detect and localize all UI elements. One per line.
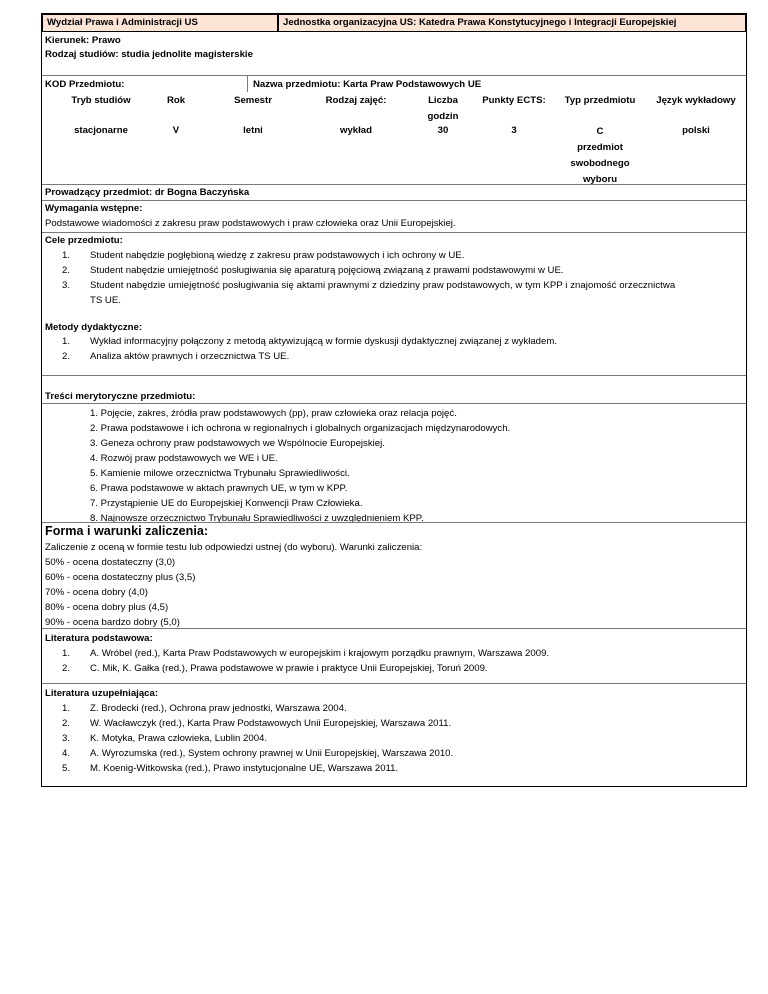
col-mode: Tryb studiów xyxy=(71,95,131,106)
lecturer-row xyxy=(42,184,746,200)
literature-extra-list xyxy=(42,701,746,776)
requirements-title: Wymagania wstępne: xyxy=(45,203,143,214)
value-type-line2: przedmiot xyxy=(577,142,623,153)
methods-list xyxy=(42,334,746,364)
list-item: 3. K. Motyka, Prawa człowieka, Lublin 2004. xyxy=(62,733,268,744)
value-hours: 30 xyxy=(437,125,449,136)
value-type-line3: swobodnego xyxy=(570,158,630,169)
goals-section xyxy=(42,232,746,332)
value-mode: stacjonarne xyxy=(74,125,128,136)
list-item: 4. A. Wyrozumska (red.), System ochrony prawnej w Unii Europejskiej, Warszawa 2010. xyxy=(62,748,454,759)
col-semester: Semestr xyxy=(234,95,272,106)
methods-title: Metody dydaktyczne: xyxy=(45,322,143,333)
list-item: 4. Rozwój praw podstawowych we WE i UE. xyxy=(90,453,278,464)
contents-title-row xyxy=(42,375,746,405)
goals-title: Cele przedmiotu: xyxy=(45,235,123,246)
value-class-type: wykład xyxy=(340,125,372,136)
assessment-line: 90% - ocena bardzo dobry (5,0) xyxy=(45,617,180,628)
course-syllabus-sheet xyxy=(41,13,747,787)
list-item: 2. C. Mik, K. Gałka (red.), Prawa podstawowe w prawie i praktyce Unii Europejskiej, Toruń 2009. xyxy=(62,663,488,674)
faculty-header: Wydział Prawa i Administracji US xyxy=(42,14,278,32)
col-language: Język wykładowy xyxy=(656,95,736,106)
contents-section xyxy=(42,403,746,531)
list-item: 8. Najnowsze orzecznictwo Trybunału Sprawiedliwości z uwzględnieniem KPP. xyxy=(90,513,424,524)
literature-basic-section xyxy=(42,628,746,688)
contents-title: Treści merytoryczne przedmiotu: xyxy=(45,391,196,402)
requirements-text: Podstawowe wiadomości z zakresu praw podstawowych i praw człowieka oraz Unii Europejskiej. xyxy=(45,218,456,229)
goals-list xyxy=(42,248,746,308)
col-year: Rok xyxy=(166,95,186,106)
value-year: V xyxy=(172,125,180,136)
code-name-divider xyxy=(247,76,248,92)
list-item-continuation: TS UE. xyxy=(90,295,121,306)
col-hours xyxy=(410,94,476,124)
lecturer: Prowadzący przedmiot: dr Bogna Baczyńska xyxy=(45,187,250,198)
list-item: 5. M. Koenig-Witkowska (red.), Prawo instytucjonalne UE, Warszawa 2011. xyxy=(62,763,399,774)
study-type: Rodzaj studiów: studia jednolite magisterskie xyxy=(45,49,253,60)
list-item: 1. A. Wróbel (red.), Karta Praw Podstawowych w europejskim i krajowym porządku prawnym, Warszawa 2009. xyxy=(62,648,550,659)
col-hours-line2: godzin xyxy=(427,111,459,122)
col-ects: Punkty ECTS: xyxy=(482,95,546,106)
list-item: 7. Przystąpienie UE do Europejskiej Konwencji Praw Człowieka. xyxy=(90,498,363,509)
list-item: 2. Prawa podstawowe i ich ochrona w regionalnych i globalnych organizacjach międzynarodowych. xyxy=(90,423,511,434)
assessment-line: 60% - ocena dostateczny plus (3,5) xyxy=(45,572,196,583)
requirements-section xyxy=(42,200,746,232)
assessment-title: Forma i warunki zaliczenia: xyxy=(45,524,209,538)
list-item: 2. Student nabędzie umiejętność posługiwania się aparaturą pojęciową związaną z prawami podstawowymi w UE. xyxy=(62,265,564,276)
list-item: 1. Z. Brodecki (red.), Ochrona praw jednostki, Warszawa 2004. xyxy=(62,703,347,714)
value-ects: 3 xyxy=(511,125,517,136)
assessment-line: 80% - ocena dobry plus (4,5) xyxy=(45,602,169,613)
list-item: 1. Student nabędzie pogłębioną wiedzę z zakresu praw podstawowych i ich ochrony w UE. xyxy=(62,250,465,261)
list-item: 3. Geneza ochrony praw podstawowych we Wspólnocie Europejskiej. xyxy=(90,438,385,449)
list-item: 6. Prawa podstawowe w aktach prawnych UE, w tym w KPP. xyxy=(90,483,348,494)
list-item: 2. Analiza aktów prawnych i orzecznictwa TS UE. xyxy=(62,351,290,362)
value-type xyxy=(552,124,648,188)
col-type: Typ przedmiotu xyxy=(564,95,636,106)
col-hours-line1: Liczba xyxy=(428,95,458,106)
list-item: 2. W. Wacławczyk (red.), Karta Praw Podstawowych Unii Europejskiej, Warszawa 2011. xyxy=(62,718,452,729)
list-item: 5. Kamienie milowe orzecznictwa Trybunału Sprawiedliwości. xyxy=(90,468,350,479)
literature-extra-section xyxy=(42,683,746,786)
assessment-line: Zaliczenie z oceną w formie testu lub odpowiedzi ustnej (do wyboru). Warunki zaliczenia: xyxy=(45,542,423,553)
course-code-row xyxy=(42,75,746,92)
list-item: 1. Wykład informacyjny połączony z metodą aktywizującą w formie dyskusji dydaktycznej związanej z wykładem. xyxy=(62,336,557,347)
col-class-type: Rodzaj zajęć: xyxy=(325,95,387,106)
field-of-study: Kierunek: Prawo xyxy=(45,35,121,46)
assessment-line: 50% - ocena dostateczny (3,0) xyxy=(45,557,176,568)
assessment-section xyxy=(42,522,746,632)
contents-list xyxy=(42,406,746,526)
value-type-line1: C xyxy=(596,126,604,137)
assessment-line: 70% - ocena dobry (4,0) xyxy=(45,587,148,598)
literature-basic-title: Literatura podstawowa: xyxy=(45,633,153,644)
literature-extra-title: Literatura uzupełniająca: xyxy=(45,688,159,699)
value-semester: letni xyxy=(243,125,263,136)
value-type-line4: wyboru xyxy=(582,174,618,185)
unit-header: Jednostka organizacyjna US: Katedra Prawa Konstytucyjnego i Integracji Europejskiej xyxy=(278,14,746,32)
literature-basic-list xyxy=(42,646,746,676)
value-language: polski xyxy=(682,125,710,136)
list-item: 1. Pojęcie, zakres, źródła praw podstawowych (pp), praw człowieka oraz relacja pojęć. xyxy=(90,408,457,419)
course-code-label: KOD Przedmiotu: xyxy=(45,79,125,90)
list-item: 3. Student nabędzie umiejętność posługiwania się aktami prawnymi z dziedziny praw podstawowych, w tym KPP i znajomość orzecznictwa xyxy=(62,280,676,291)
course-name: Nazwa przedmiotu: Karta Praw Podstawowych UE xyxy=(253,79,482,90)
